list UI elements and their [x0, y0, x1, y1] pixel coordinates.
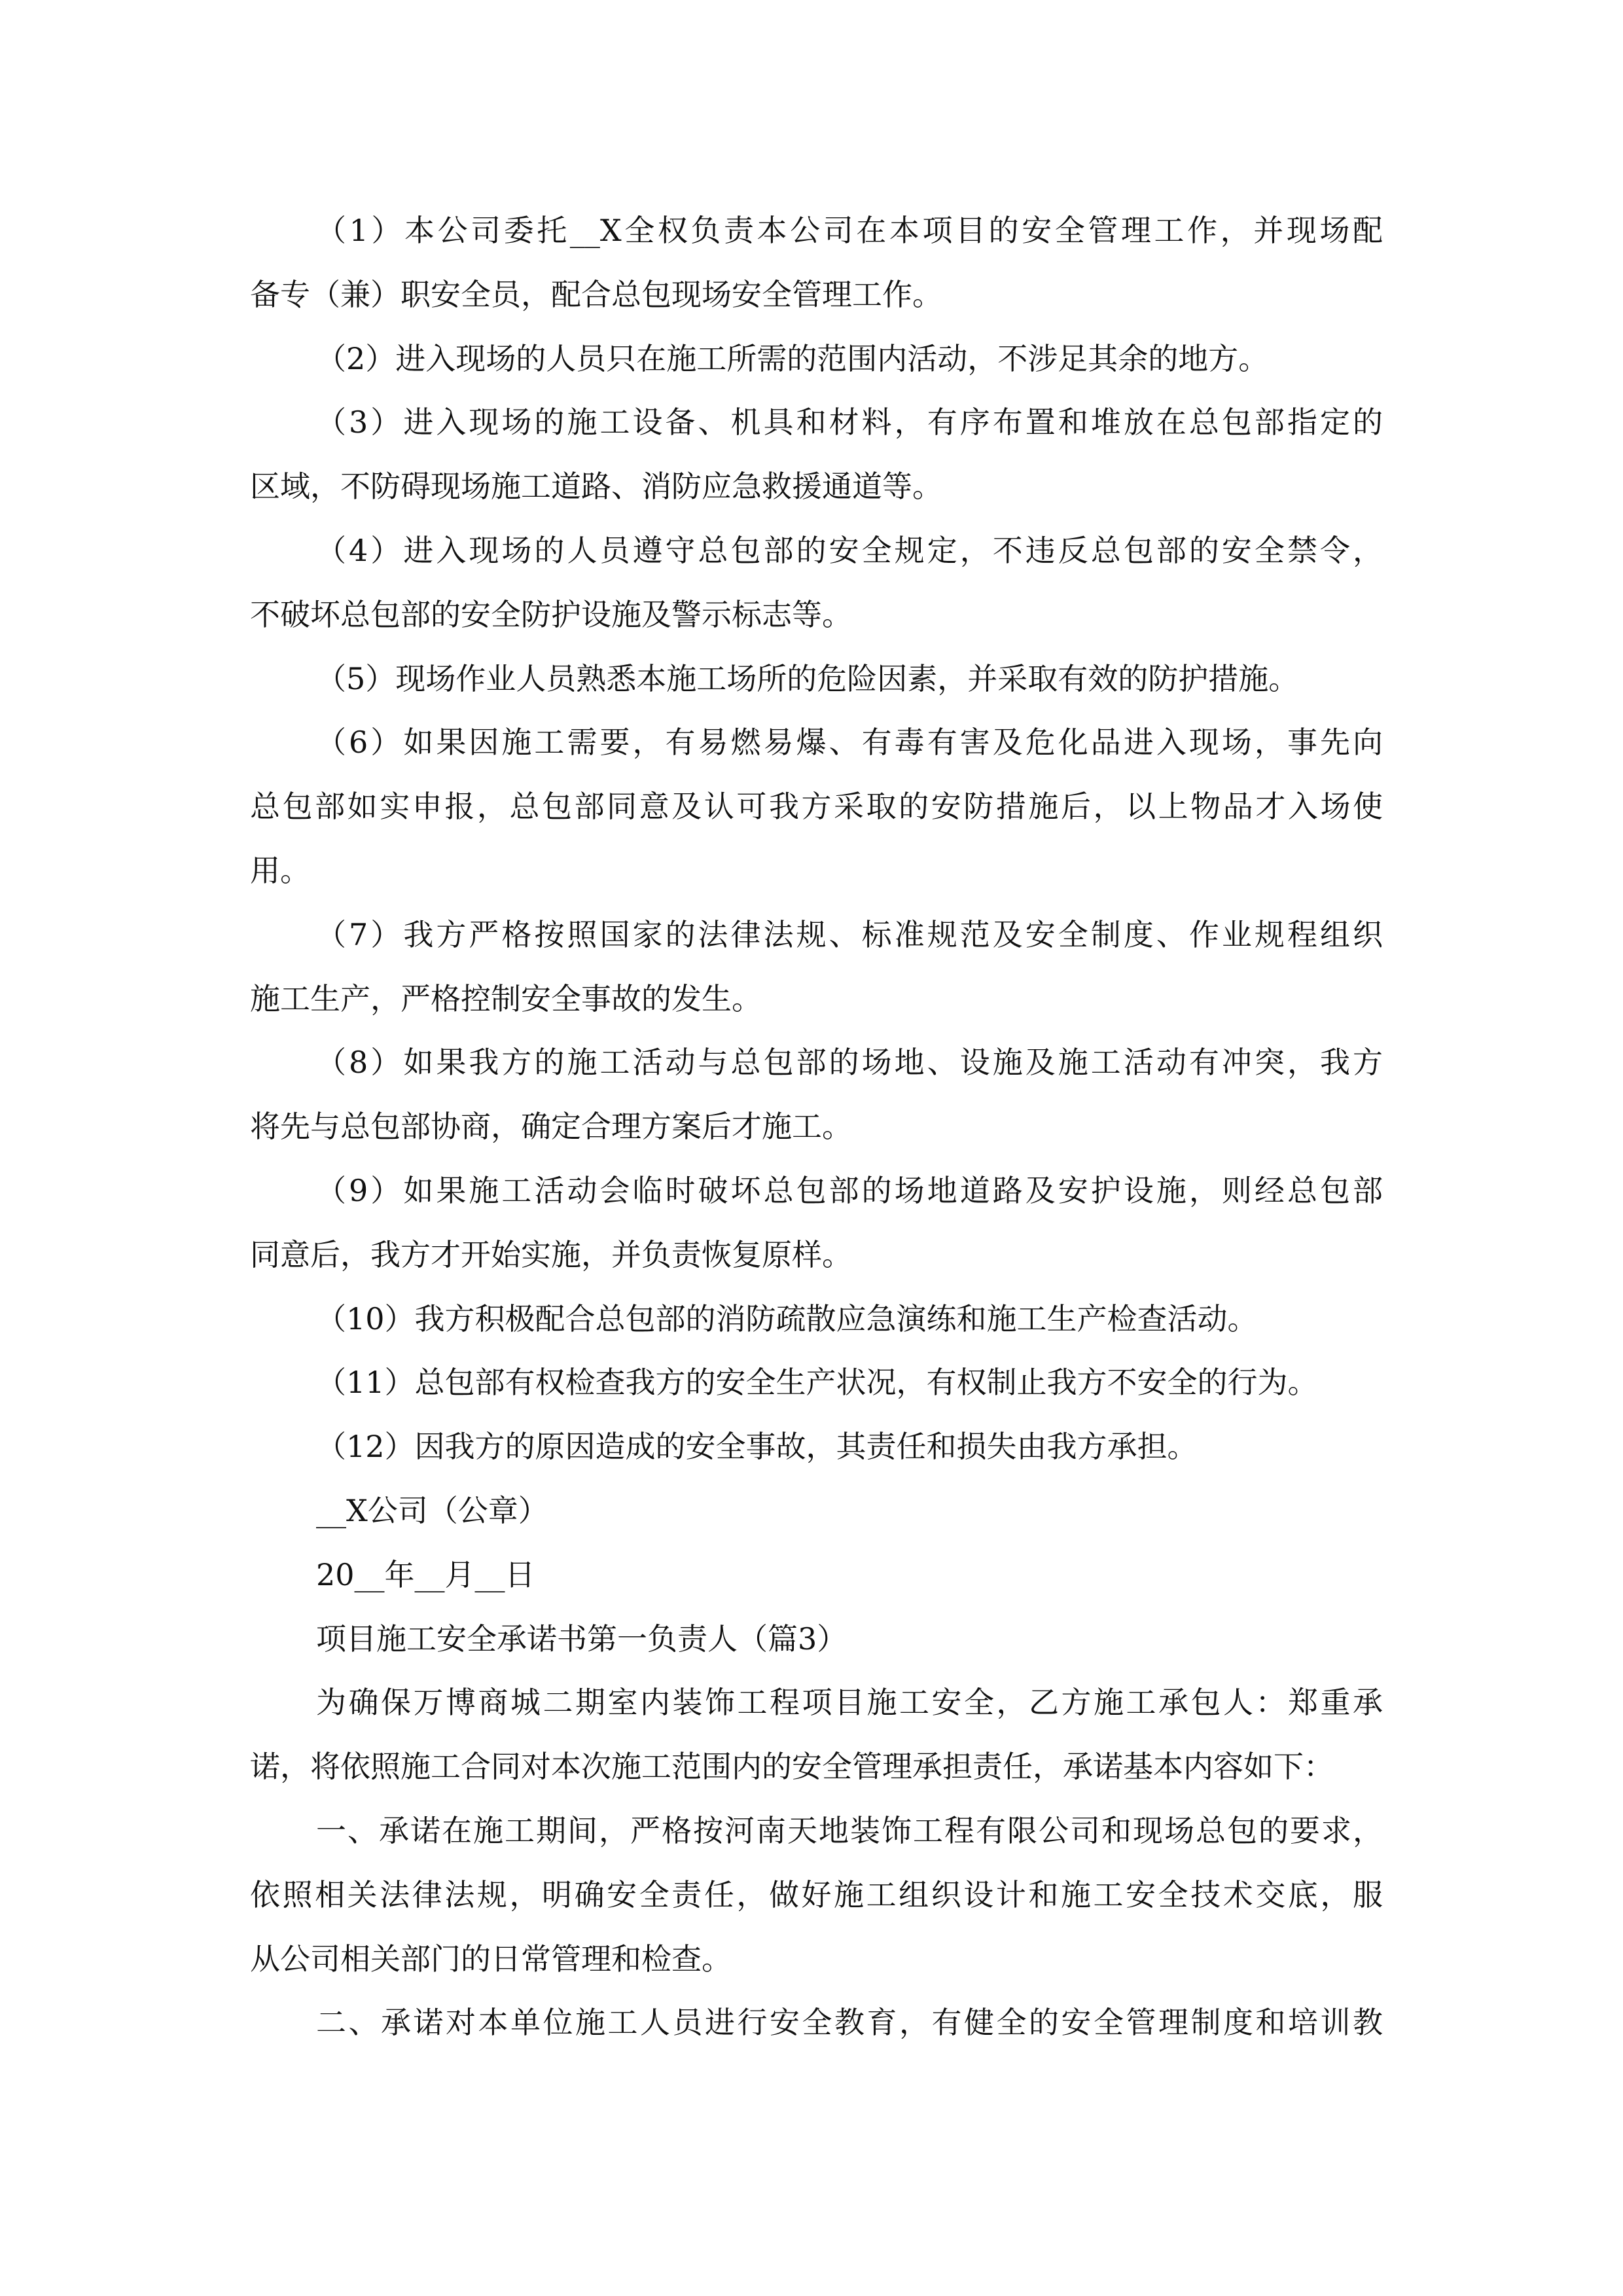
commitment-2	[250, 1991, 1383, 2055]
clause-7	[250, 903, 1383, 1031]
paragraph-line: （10）我方积极配合总包部的消防疏散应急演练和施工生产检查活动。	[316, 1300, 1258, 1336]
paragraph-line: 同意后，我方才开始实施，并负责恢复原样。	[250, 1236, 852, 1272]
paragraph-line: 为确保万博商城二期室内装饰工程项目施工安全，乙方施工承包人：郑重承	[316, 1685, 1383, 1721]
clause-2	[250, 327, 1383, 391]
paragraph-line: （12）因我方的原因造成的安全事故，其责任和损失由我方承担。	[316, 1429, 1198, 1465]
clause-9	[250, 1159, 1383, 1287]
paragraph-line: （8）如果我方的施工活动与总包部的场地、设施及施工活动有冲突，我方	[316, 1045, 1383, 1081]
document-body	[250, 199, 1383, 2055]
clause-1	[250, 199, 1383, 327]
clause-11	[250, 1351, 1383, 1415]
clause-4	[250, 519, 1383, 647]
intro-paragraph	[250, 1671, 1383, 1799]
paragraph-line: 区域，不防碍现场施工道路、消防应急救援通道等。	[250, 469, 942, 505]
paragraph-line: 诺，将依照施工合同对本次施工范围内的安全管理承担责任，承诺基本内容如下：	[250, 1749, 1334, 1785]
clause-3	[250, 391, 1383, 519]
paragraph-line: 不破坏总包部的安全防护设施及警示标志等。	[250, 596, 852, 632]
paragraph-line: （3）进入现场的施工设备、机具和材料，有序布置和堆放在总包部指定的	[316, 404, 1383, 440]
paragraph-line: 备专（兼）职安全员，配合总包现场安全管理工作。	[250, 276, 942, 312]
paragraph-line: （6）如果因施工需要，有易燃易爆、有毒有害及危化品进入现场，事先向	[316, 725, 1383, 761]
paragraph-line: 二、承诺对本单位施工人员进行安全教育，有健全的安全管理制度和培训教	[316, 2005, 1383, 2041]
paragraph-line: 将先与总包部协商，确定合理方案后才施工。	[250, 1109, 852, 1145]
paragraph-line: （4）进入现场的人员遵守总包部的安全规定，不违反总包部的安全禁令，	[316, 532, 1383, 568]
clause-8	[250, 1031, 1383, 1159]
commitment-1	[250, 1799, 1383, 1991]
paragraph-line: （7）我方严格按照国家的法律法规、标准规范及安全制度、作业规程组织	[316, 916, 1383, 952]
paragraph-line: （1）本公司委托__X全权负责本公司在本项目的安全管理工作，并现场配	[316, 213, 1383, 248]
paragraph-line: 依照相关法律法规，明确安全责任，做好施工组织设计和施工安全技术交底，服	[250, 1876, 1383, 1912]
paragraph-line: 一、承诺在施工期间，严格按河南天地装饰工程有限公司和现场总包的要求，	[316, 1812, 1383, 1848]
paragraph-line: 总包部如实申报，总包部同意及认可我方采取的安防措施后，以上物品才入场使	[250, 789, 1383, 825]
paragraph-line: （5）现场作业人员熟悉本施工场所的危险因素，并采取有效的防护措施。	[316, 660, 1299, 696]
clause-5	[250, 647, 1383, 711]
company-signature: __X公司（公章）	[316, 1492, 548, 1528]
clause-10	[250, 1287, 1383, 1352]
paragraph-line: （11）总包部有权检查我方的安全生产状况，有权制止我方不安全的行为。	[316, 1365, 1318, 1401]
paragraph-line: 施工生产，严格控制安全事故的发生。	[250, 980, 762, 1016]
paragraph-line: （2）进入现场的人员只在施工所需的范围内活动，不涉足其余的地方。	[316, 340, 1269, 376]
clause-6	[250, 711, 1383, 903]
paragraph-line: 从公司相关部门的日常管理和检查。	[250, 1941, 732, 1977]
paragraph-line: 用。	[250, 852, 310, 888]
section-title: 项目施工安全承诺书第一负责人（篇3）	[316, 1621, 847, 1657]
clause-12	[250, 1415, 1383, 1479]
paragraph-line: （9）如果施工活动会临时破坏总包部的场地道路及安护设施，则经总包部	[316, 1172, 1383, 1208]
signature-date: 20__年__月__日	[316, 1556, 535, 1592]
